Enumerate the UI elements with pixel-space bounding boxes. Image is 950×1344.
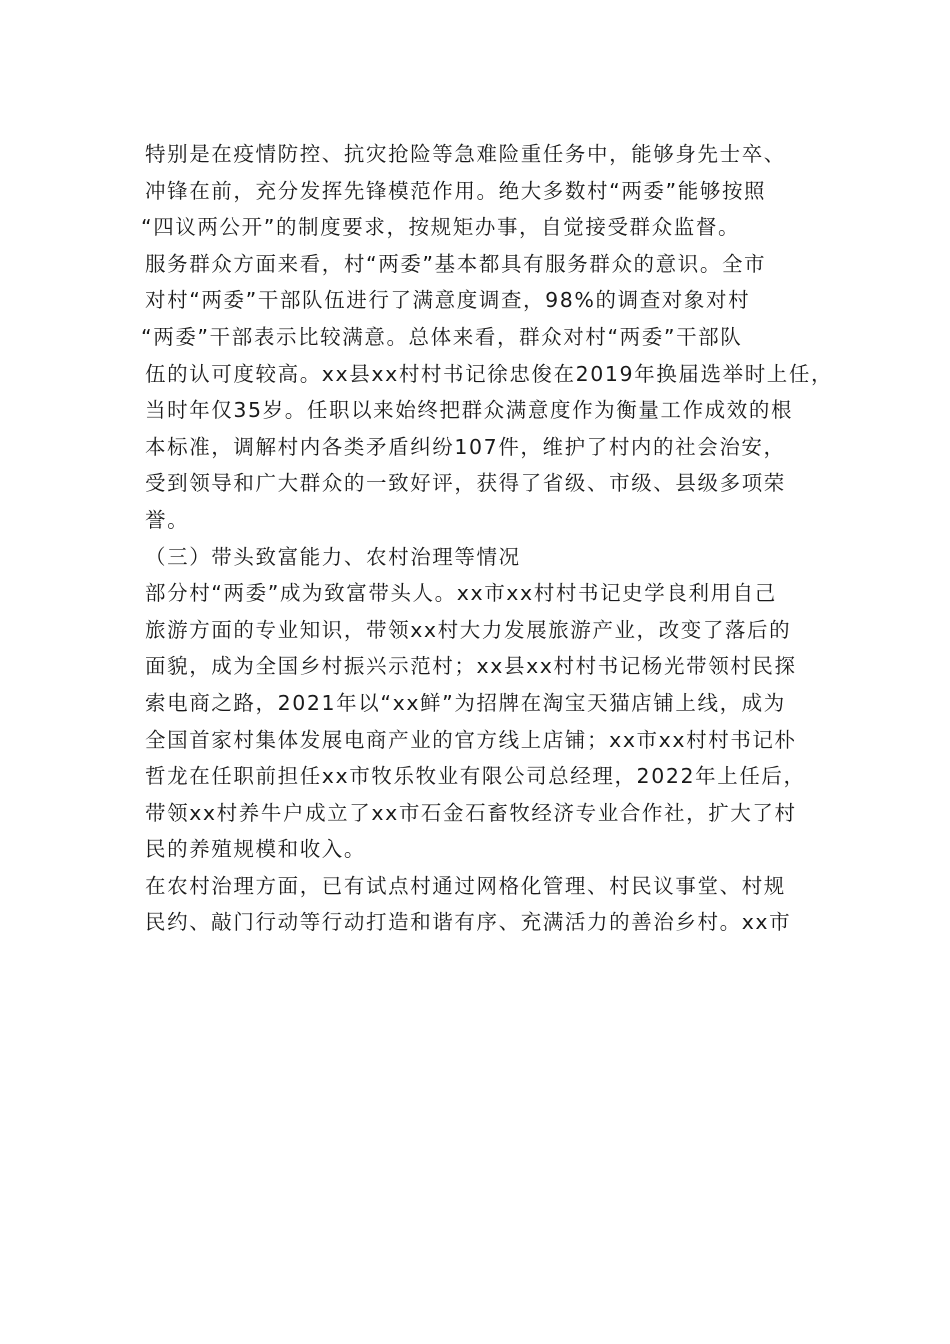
text-line: “四议两公开”的制度要求，按规矩办事，自觉接受群众监督。 bbox=[141, 215, 741, 240]
text-line: 民的养殖规模和收入。 bbox=[145, 837, 366, 862]
document-body bbox=[141, 136, 834, 941]
text-line: 誉。 bbox=[145, 507, 190, 532]
text-line: 特别是在疫情防控、抗灾抢险等急难险重任务中，能够身先士卒、 bbox=[145, 142, 786, 166]
text-line: 本标准，调解村内各类矛盾纠纷107件，维护了村内的社会治安， bbox=[145, 434, 786, 459]
text-line: 在农村治理方面，已有试点村通过网格化管理、村民议事堂、村规 bbox=[145, 873, 786, 898]
text-line: 当时年仅35岁。任职以来始终把群众满意度作为衡量工作成效的根 bbox=[145, 398, 794, 423]
text-line: 受到领导和广大群众的一致好评，获得了省级、市级、县级多项荣 bbox=[145, 471, 786, 496]
text-line: 全国首家村集体发展电商产业的官方线上店铺；xx市xx村村书记朴 bbox=[145, 727, 797, 752]
text-line: 面貌，成为全国乡村振兴示范村；xx县xx村村书记杨光带领村民探 bbox=[145, 654, 797, 679]
text-line: 民约、敲门行动等行动打造和谐有序、充满活力的善治乡村。xx市 bbox=[145, 910, 792, 935]
text-line: 冲锋在前，充分发挥先锋模范作用。绝大多数村“两委”能够按照 bbox=[145, 178, 767, 203]
text-line: 索电商之路，2021年以“xx鲜”为招牌在淘宝天猫店铺上线，成为 bbox=[145, 690, 786, 715]
text-line: 对村“两委”干部队伍进行了满意度调查，98%的调查对象对村 bbox=[145, 288, 751, 313]
text-line: 部分村“两委”成为致富带头人。xx市xx村村书记史学良利用自己 bbox=[145, 581, 777, 606]
section-heading: （三）带头致富能力、农村治理等情况 bbox=[145, 544, 521, 569]
text-line: 伍的认可度较高。xx县xx村村书记徐忠俊在2019年换届选举时上任， bbox=[145, 361, 834, 386]
text-line: 带领xx村养牛户成立了xx市石金石畜牧经济专业合作社，扩大了村 bbox=[145, 800, 797, 825]
text-line: 旅游方面的专业知识，带领xx村大力发展旅游产业，改变了落后的 bbox=[145, 617, 792, 642]
text-line: “两委”干部表示比较满意。总体来看，群众对村“两委”干部队 bbox=[141, 324, 743, 349]
text-line: 服务群众方面来看，村“两委”基本都具有服务群众的意识。全市 bbox=[145, 251, 767, 276]
text-line: 哲龙在任职前担任xx市牧乐牧业有限公司总经理，2022年上任后， bbox=[145, 764, 806, 789]
